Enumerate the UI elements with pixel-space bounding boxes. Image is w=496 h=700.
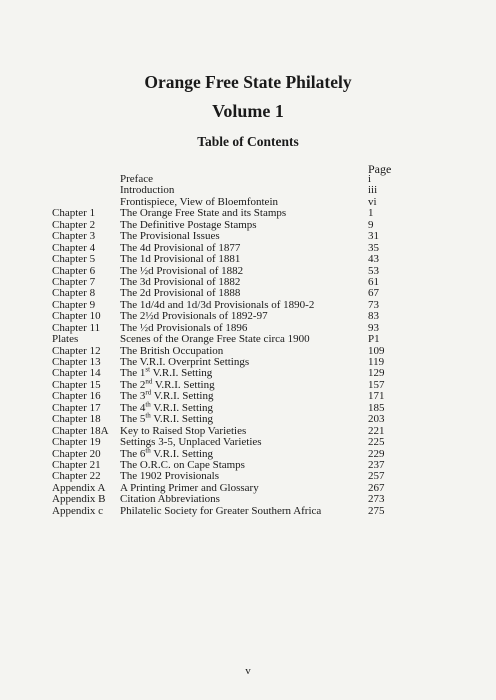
toc-entry-page: 229 xyxy=(368,447,385,460)
toc-entry xyxy=(0,334,496,345)
toc-entry xyxy=(0,411,496,426)
toc-entry-title: The ½d Provisional of 1882 xyxy=(120,264,244,277)
toc-entry xyxy=(0,506,496,517)
toc-entry-page: P1 xyxy=(368,333,380,346)
toc-entry-title: Introduction xyxy=(120,184,175,197)
toc-entry-page: 273 xyxy=(368,493,385,506)
toc-entry xyxy=(0,494,496,505)
toc-entry-title-text: The 4 xyxy=(120,401,146,414)
toc-entry-title: The 2½d Provisionals of 1892-97 xyxy=(120,310,268,323)
toc-entry-title-text: The 1 xyxy=(120,367,146,380)
toc-entry-page: 83 xyxy=(368,310,379,323)
toc-entry-title-text: The 2 xyxy=(120,378,146,391)
toc-entry-title-text: V.R.I. Setting xyxy=(150,447,214,460)
toc-entry-page: 221 xyxy=(368,424,385,437)
toc-entry-title: Key to Raised Stop Varieties xyxy=(120,424,247,437)
toc-entry-label: Chapter 17 xyxy=(52,401,101,414)
toc-entry-title: Philatelic Society for Greater Southern Africa xyxy=(120,504,322,517)
toc-entry-page: 157 xyxy=(368,378,385,391)
toc-entry-label: Chapter 15 xyxy=(52,378,101,391)
ordinal-suffix: nd xyxy=(145,377,153,386)
toc-entry-title: The 3d Provisional of 1882 xyxy=(120,275,241,288)
toc-entry-page: 171 xyxy=(368,390,385,403)
toc-entry-page: 67 xyxy=(368,287,379,300)
toc-entry-title-text: The 5 xyxy=(120,413,146,426)
toc-entry-label: Chapter 4 xyxy=(52,241,96,254)
toc-entry-title: The ½d Provisionals of 1896 xyxy=(120,321,248,334)
toc-entry-label: Plates xyxy=(52,333,79,346)
toc-entry-page: vi xyxy=(368,195,377,208)
toc-entry-label: Chapter 13 xyxy=(52,356,101,368)
toc-entry-title: The 2d Provisional of 1888 xyxy=(120,287,241,300)
toc-entry-title: The Definitive Postage Stamps xyxy=(120,218,257,231)
toc-entry-page: 61 xyxy=(368,275,379,288)
toc-entry-title-text: The 6 xyxy=(120,447,146,460)
toc-entry-label: Chapter 9 xyxy=(52,298,96,311)
toc-entry-title: The 4d Provisional of 1877 xyxy=(120,241,241,254)
ordinal-suffix: th xyxy=(145,411,151,420)
toc-entry-title: A Printing Primer and Glossary xyxy=(120,481,259,494)
toc-entry-label: Appendix c xyxy=(52,504,104,517)
toc-entry-title: The O.R.C. on Cape Stamps xyxy=(120,458,245,471)
toc-entry-page: 267 xyxy=(368,481,385,494)
toc-entry-label: Chapter 7 xyxy=(52,275,96,288)
toc-entry-page: 35 xyxy=(368,241,379,254)
toc-entry-page: 203 xyxy=(368,413,385,426)
toc-entry-label: Chapter 12 xyxy=(52,344,101,357)
toc-entry-page: 129 xyxy=(368,367,385,380)
toc-entry-label: Chapter 14 xyxy=(52,367,101,380)
toc-entry-page: 109 xyxy=(368,344,385,357)
toc-entry-title: Settings 3-5, Unplaced Varieties xyxy=(120,436,262,449)
toc-entry-label: Chapter 18A xyxy=(52,424,109,437)
toc-entry-label: Chapter 5 xyxy=(52,253,96,266)
toc-entry-title xyxy=(120,411,214,426)
toc-entry-page: 185 xyxy=(368,401,385,414)
ordinal-suffix: rd xyxy=(145,388,152,397)
toc-entry-page: 119 xyxy=(368,356,385,368)
toc-entry-page: iii xyxy=(368,184,378,197)
toc-entry-page: 237 xyxy=(368,458,385,471)
toc-entry-label: Chapter 10 xyxy=(52,310,101,323)
ordinal-suffix: st xyxy=(145,365,151,374)
toc-entry-label: Chapter 21 xyxy=(52,458,101,471)
toc-entry-page: 257 xyxy=(368,470,385,483)
toc-entry-label: Chapter 1 xyxy=(52,207,96,220)
toc-entry-title: The 1d Provisional of 1881 xyxy=(120,253,241,266)
toc-entry-title-text: The 3 xyxy=(120,390,146,403)
toc-entry-page: 53 xyxy=(368,264,379,277)
toc-entry-page: 9 xyxy=(368,218,374,231)
toc-entry-label: Chapter 6 xyxy=(52,264,96,277)
toc-entry-label: Chapter 16 xyxy=(52,390,101,403)
toc-entry-page: 1 xyxy=(368,207,374,220)
toc-entry-label: Chapter 20 xyxy=(52,447,101,460)
toc-entry xyxy=(0,437,496,448)
toc-entry-label: Chapter 22 xyxy=(52,470,101,483)
volume-title: Volume 1 xyxy=(212,101,284,121)
page-number: v xyxy=(245,665,251,677)
toc-entry-title: Scenes of the Orange Free State circa 1900 xyxy=(120,333,310,346)
toc-entry-title-text: V.R.I. Setting xyxy=(150,401,214,414)
toc-entry-page: 43 xyxy=(368,253,379,266)
toc-entry-page: 225 xyxy=(368,436,385,449)
ordinal-suffix: th xyxy=(145,445,151,454)
toc-heading: Table of Contents xyxy=(197,134,299,149)
toc-entry-label: Chapter 18 xyxy=(52,413,101,426)
toc-entry xyxy=(0,311,496,322)
toc-entry-title-text: V.R.I. Setting xyxy=(151,390,214,403)
toc-entry xyxy=(0,174,496,185)
toc-entry-page: 73 xyxy=(368,298,379,311)
toc-entry-page: 275 xyxy=(368,504,385,517)
toc-entry-label: Chapter 8 xyxy=(52,287,96,300)
toc-entry-title: Citation Abbreviations xyxy=(120,493,220,506)
toc-entry-title: The British Occupation xyxy=(120,344,224,357)
toc-entry-label: Chapter 2 xyxy=(52,218,96,231)
toc-entry-title: The V.R.I. Overprint Settings xyxy=(120,356,250,368)
toc-entry xyxy=(0,254,496,265)
toc-entry xyxy=(0,231,496,242)
toc-entry-title-text: V.R.I. Setting xyxy=(152,378,215,391)
toc-entry-page: 31 xyxy=(368,230,379,243)
toc-entry-label: Appendix A xyxy=(52,481,106,494)
toc-entry-title: The 1902 Provisionals xyxy=(120,470,219,483)
toc-entry-label: Chapter 19 xyxy=(52,436,101,449)
toc-entry-label: Chapter 11 xyxy=(52,321,101,334)
toc-entry-title: The Orange Free State and its Stamps xyxy=(120,207,287,220)
toc-entry-title: Frontispiece, View of Bloemfontein xyxy=(120,195,278,208)
toc-entry-label: Chapter 3 xyxy=(52,230,96,243)
book-title: Orange Free State Philately xyxy=(144,72,352,92)
toc-entry-title-text: V.R.I. Setting xyxy=(150,413,214,426)
toc-entry-title-text: V.R.I. Setting xyxy=(150,367,213,380)
toc-entry-title: The 1d/4d and 1d/3d Provisionals of 1890-2 xyxy=(120,298,315,311)
toc-entry-title: Preface xyxy=(120,173,153,185)
toc-entry-title: The Provisional Issues xyxy=(120,230,220,243)
toc-list xyxy=(0,174,496,517)
toc-entry-page: 93 xyxy=(368,321,379,334)
ordinal-suffix: th xyxy=(145,400,151,409)
toc-entry-page: i xyxy=(368,173,372,185)
toc-entry-label: Appendix B xyxy=(52,493,106,506)
page-column-header: Page xyxy=(368,162,392,176)
